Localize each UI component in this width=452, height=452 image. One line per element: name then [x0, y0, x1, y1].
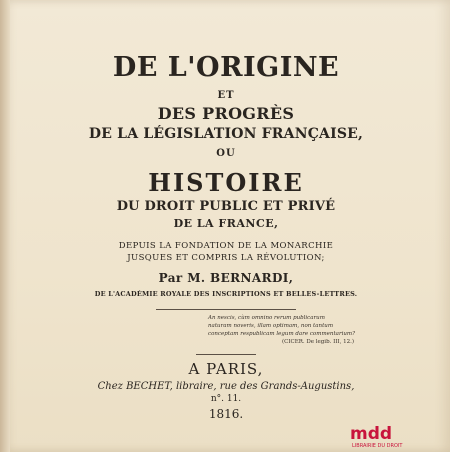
imprint-city: A PARIS,	[188, 360, 264, 378]
title-line-histoire: HISTOIRE	[148, 168, 304, 197]
author-line: Par M. BERNARDI,	[158, 271, 294, 285]
title-line-origine: DE L'ORIGINE	[112, 52, 340, 83]
epigraph-line: An nescis, cùm omnino rerum publicarum	[208, 315, 325, 321]
title-line-legislation: DE LA LÉGISLATION FRANÇAISE,	[88, 126, 364, 142]
author-affiliation: DE L'ACADÉMIE ROYALE DES INSCRIPTIONS ET BELLES-LETTRES.	[94, 290, 358, 298]
mdd-logo-brand: mdd	[350, 424, 393, 444]
imprint-publisher: Chez BECHET, libraire, rue des Grands-Augustins,	[97, 381, 355, 392]
epigraph-line: naturam noveris, illam optimam, non tantum	[208, 323, 334, 329]
epigraph-line: conceptam respublicam legum dare commentarium?	[208, 331, 356, 337]
subtitle-monarchie: DEPUIS LA FONDATION DE LA MONARCHIE	[118, 241, 334, 251]
mdd-logo	[348, 420, 448, 450]
divider-rule-short	[196, 354, 256, 355]
title-line-france: DE LA FRANCE,	[173, 217, 279, 230]
title-line-progres: DES PROGRÈS	[157, 104, 295, 123]
imprint-number: n°. 11.	[210, 394, 242, 404]
title-line-droit: DU DROIT PUBLIC ET PRIVÉ	[116, 199, 336, 214]
title-conjunction-et: ET	[217, 90, 235, 101]
mdd-logo-tagline: LIBRAIRIE DU DROIT	[352, 443, 403, 449]
epigraph-source: (CICER. De legib. III, 12.)	[281, 339, 354, 345]
subtitle-revolution: JUSQUES ET COMPRIS LA RÉVOLUTION;	[127, 253, 325, 263]
title-conjunction-ou: OU	[216, 148, 236, 159]
epigraph	[208, 314, 388, 346]
divider-rule	[156, 309, 296, 310]
imprint-year: 1816.	[208, 407, 244, 421]
